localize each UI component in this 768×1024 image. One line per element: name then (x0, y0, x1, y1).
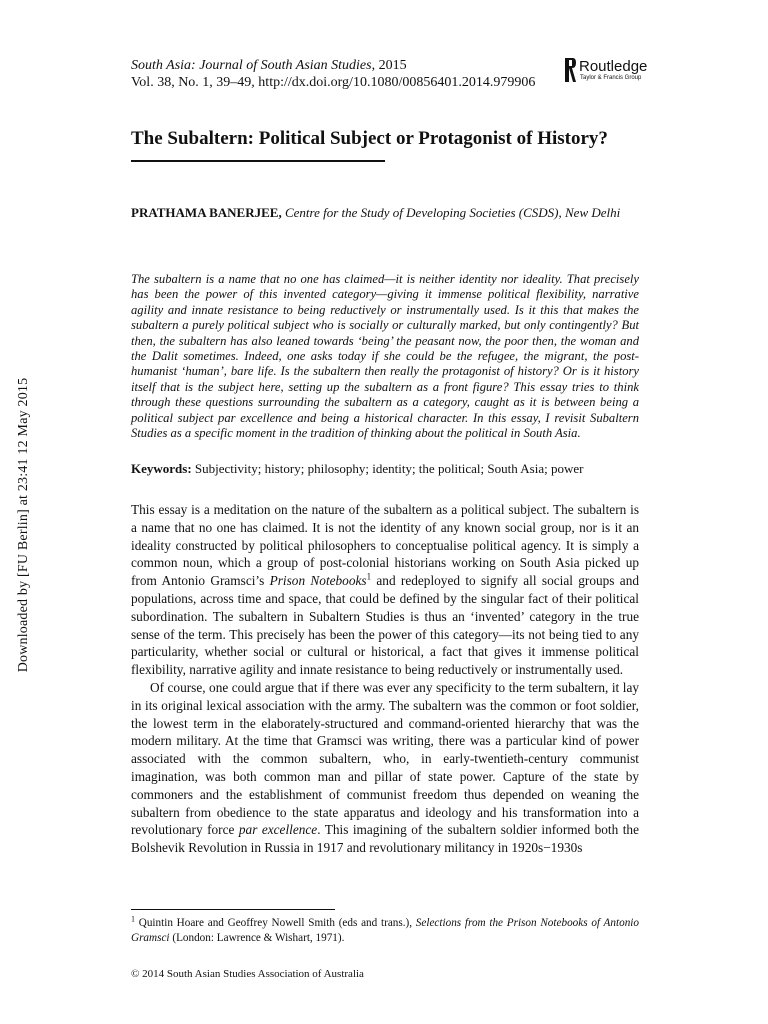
paragraph-1: This essay is a meditation on the nature of the subaltern as a political subject. The subaltern is a name that no one has claimed. It is not the identity of any known social group, nor is it an ideality constructed by political philosophers to conceptualise political agency. It is simply a common noun, which a group of post-colonial historians working on South Asia picked up from Antonio Gramsci’s Prison Notebooks$^1$ and redeployed to signify all social groups and populations, across time and space, that could be defined by the singular fact of their political subordination. The subaltern in Subaltern Studies is thus an ‘invented’ category in the true sense of the term. This precisely has been the power of this category—its not being tied to any particularity, whether social or cultural or historical, a fact that gives it immense political flexibility, narrative agility and innate resistance to being reductively or instrumentally used. (131, 502, 639, 678)
download-watermark (4, 360, 44, 690)
footnote-ref[interactable]: 1 (366, 571, 372, 582)
body-text (131, 501, 639, 857)
footnote-number: 1 (131, 914, 135, 924)
keywords-list: Subjectivity; history; philosophy; identity; the political; South Asia; power (191, 461, 584, 476)
copyright-notice: © 2014 South Asian Studies Association of Australia (131, 968, 364, 980)
download-note: Downloaded by [FU Berlin] at 23:41 12 May 2015 (16, 377, 31, 673)
routledge-logo-icon (564, 57, 577, 83)
publisher-name: Routledge (579, 58, 648, 75)
journal-name: South Asia: Journal of South Asian Studies (131, 58, 372, 73)
journal-citation (131, 57, 535, 74)
journal-header (131, 57, 535, 91)
publisher-subtitle: Taylor & Francis Group (580, 75, 642, 81)
footnote-divider (131, 909, 335, 910)
publisher-logo (564, 57, 648, 85)
author-affiliation: Centre for the Study of Developing Societies (CSDS), New Delhi (284, 205, 621, 220)
volume-doi-line: Vol. 38, No. 1, 39–49, http://dx.doi.org/10.1080/00856401.2014.979906 (131, 75, 536, 90)
author-line (131, 205, 620, 221)
abstract: The subaltern is a name that no one has claimed—it is neither identity nor ideality. That precisely has been the power of this invented category—giving it immense political flexibility, narrative agility and innate resistance to being reductively or instrumentally used. Is it this that makes the subaltern a purely political subject who is socially or culturally marked, but only contingently? But then, the subaltern has also leaned towards ‘being’ the peasant now, the poor then, the woman and the Dalit sometimes. Indeed, one asks today if she could be the refugee, the migrant, the post-humanist ‘human’, bare life. Is the subaltern then really the protagonist of history? Or is it history itself that is the subject here, setting up the subaltern as a front figure? This essay tries to think through these questions surrounding the subaltern as a category, caught as it is between being a political subject par excellence and being a historical character. In this essay, I revisit Subaltern Studies as a specific moment in the tradition of thinking about the political in South Asia. (131, 272, 639, 441)
article-title: The Subaltern: Political Subject or Protagonist of History? (131, 128, 608, 149)
keywords-label: Keywords: (131, 461, 192, 476)
footnote: $^1$ Quintin Hoare and Geoffrey Nowell Smith (eds and trans.), Selections from the Prison Notebooks of Antonio Gramsci (London: Lawrence & Wishart, 1971). (131, 914, 639, 944)
journal-year: , 2015 (371, 58, 407, 73)
keywords (131, 461, 639, 477)
author-name: PRATHAMA BANERJEE, (131, 205, 282, 220)
title-divider (131, 160, 385, 162)
paragraph-2: Of course, one could argue that if there was ever any specificity to the term subaltern, it lay in its original lexical association with the army. The subaltern was the common or foot soldier, the lowest term in the elaborately-structured and command-oriented hierarchy that was the modern military. At the time that Gramsci was writing, there was a particular kind of power associated with the common subaltern, who, in early-twentieth-century communist imagination, was both common man and pillar of state power. Capture of the state by commoners and the establishment of communist freedom thus depended on weaning the subaltern from obedience to the state apparatus and ideology and his transformation into a revolutionary force par excellence. This imagining of the subaltern soldier informed both the Bolshevik Revolution in Russia in 1917 and revolutionary militancy in 1920s−1930s (131, 679, 639, 856)
